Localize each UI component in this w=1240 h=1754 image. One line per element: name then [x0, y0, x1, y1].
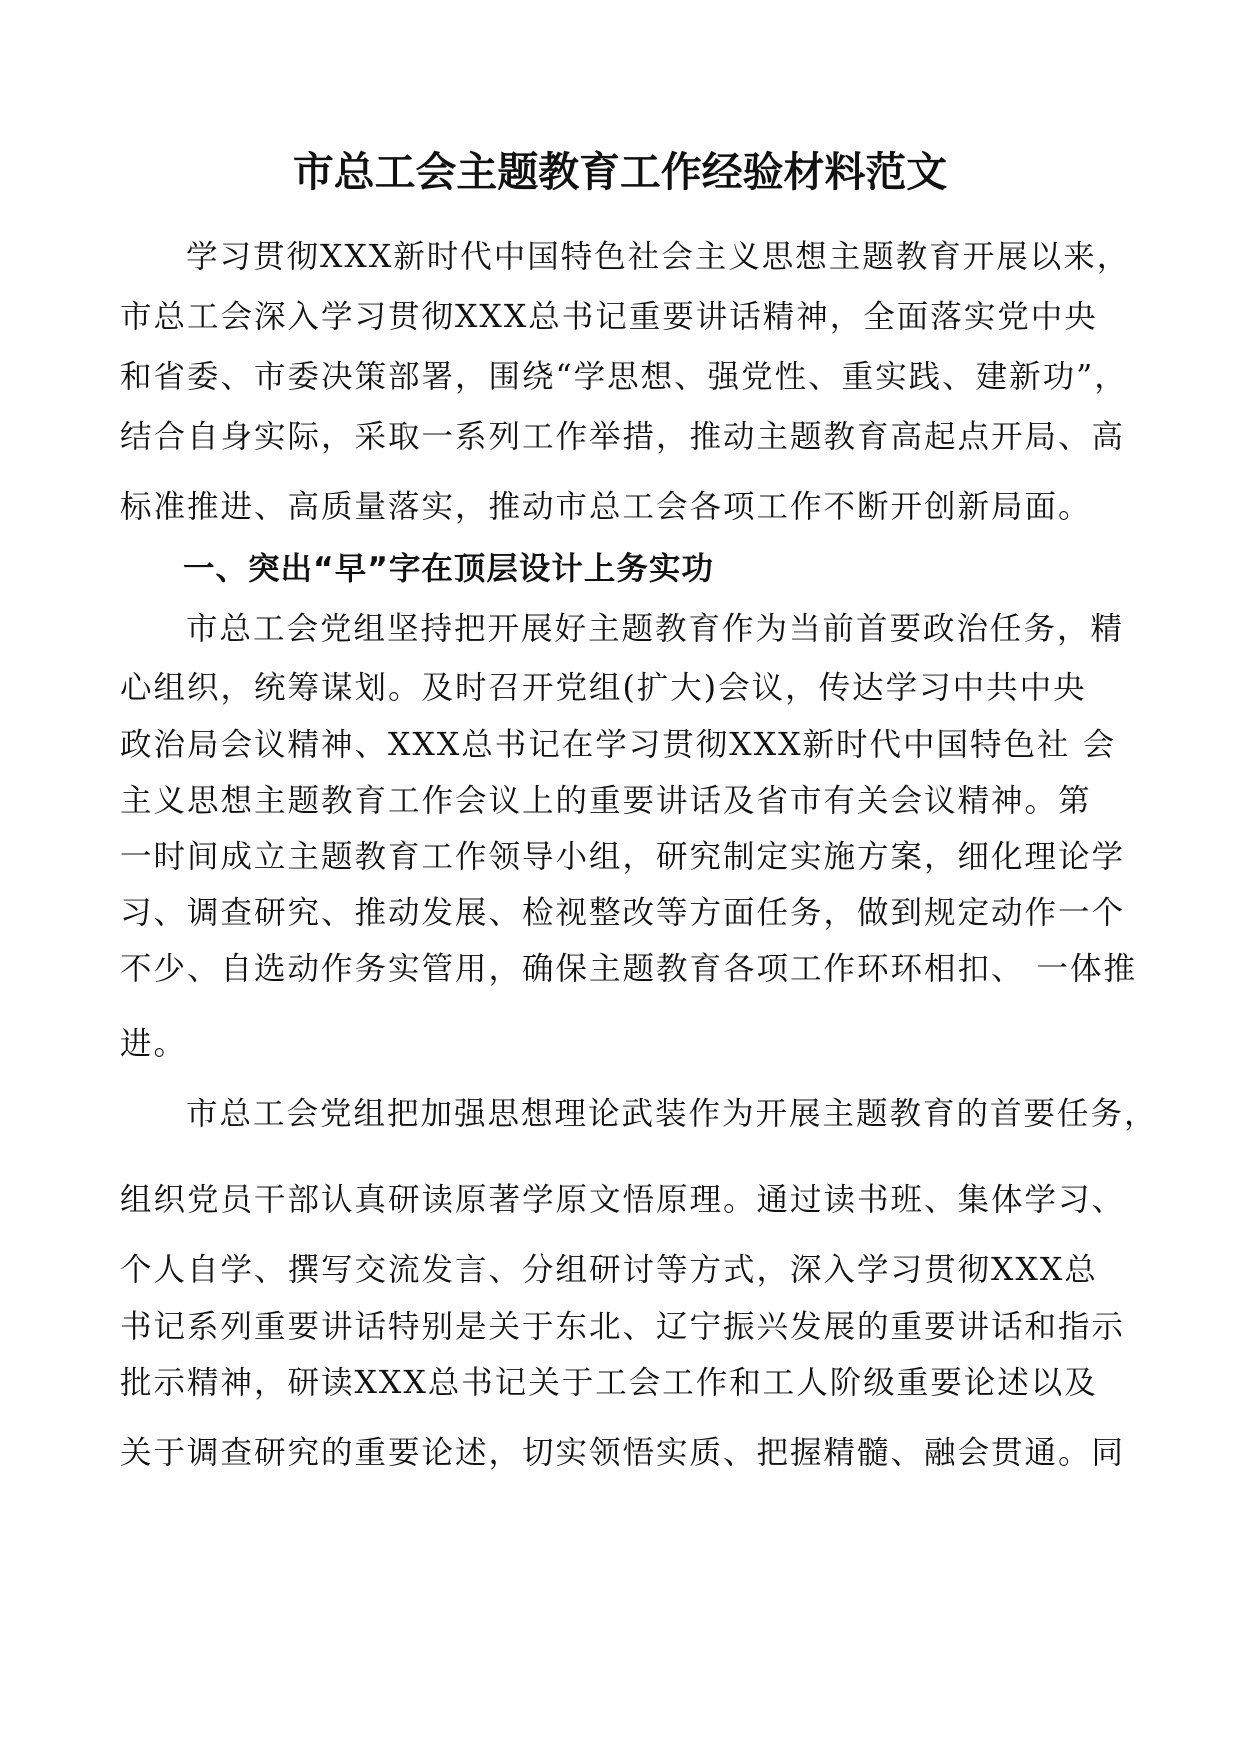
paragraph-line: 学习贯彻XXX新时代中国特色社会主义思想主题教育开展以来，	[186, 239, 1131, 275]
paragraph-line: 个人自学、撰写交流发言、分组研讨等方式，深入学习贯彻XXX总	[120, 1252, 1098, 1288]
paragraph-line: 组织党员干部认真研读原著学原文悟原理。通过读书班、集体学习、	[120, 1182, 1126, 1218]
paragraph-line: 市总工会党组坚持把开展好主题教育作为当前首要政治任务，精	[186, 611, 1125, 647]
document-title: 市总工会主题教育工作经验材料范文	[292, 148, 948, 196]
paragraph-line: 进。	[120, 1026, 188, 1062]
paragraph-line: 不少、自选动作务实管用，确保主题教育各项工作环环相扣、 一体推	[120, 951, 1138, 987]
paragraph-line: 和省委、市委决策部署，围绕“学思想、强党性、重实践、建新功”，	[120, 359, 1128, 395]
paragraph-line: 主义思想主题教育工作会议上的重要讲话及省市有关会议精神。第	[120, 783, 1092, 819]
paragraph-line: 习、调查研究、推动发展、检视整改等方面任务，做到规定动作一个	[120, 895, 1126, 931]
paragraph-line: 关于调查研究的重要论述，切实领悟实质、把握精髓、融会贯通。同	[120, 1435, 1126, 1471]
paragraph-line: 书记系列重要讲话特别是关于东北、辽宁振兴发展的重要讲话和指示	[120, 1309, 1126, 1345]
paragraph-line: 结合自身实际，采取一系列工作举措，推动主题教育高起点开局、高	[120, 419, 1126, 455]
paragraph-line: 市总工会党组把加强思想理论武装作为开展主题教育的首要任务，	[186, 1096, 1158, 1132]
section-heading: 一、突出“早”字在顶层设计上务实功	[183, 551, 714, 587]
paragraph-line: 一时间成立主题教育工作领导小组，研究制定实施方案，细化理论学	[120, 839, 1126, 875]
paragraph-line: 市总工会深入学习贯彻XXX总书记重要讲话精神，全面落实党中央	[120, 299, 1098, 335]
paragraph-line: 标准推进、高质量落实，推动市总工会各项工作不断开创新局面。	[120, 489, 1092, 525]
paragraph-line: 批示精神，研读XXX总书记关于工会工作和工人阶级重要论述以及	[120, 1365, 1098, 1401]
paragraph-line: 政治局会议精神、XXX总书记在学习贯彻XXX新时代中国特色社 会	[120, 727, 1117, 763]
paragraph-line: 心组织，统筹谋划。及时召开党组(扩大)会议，传达学习中共中央	[120, 670, 1087, 706]
